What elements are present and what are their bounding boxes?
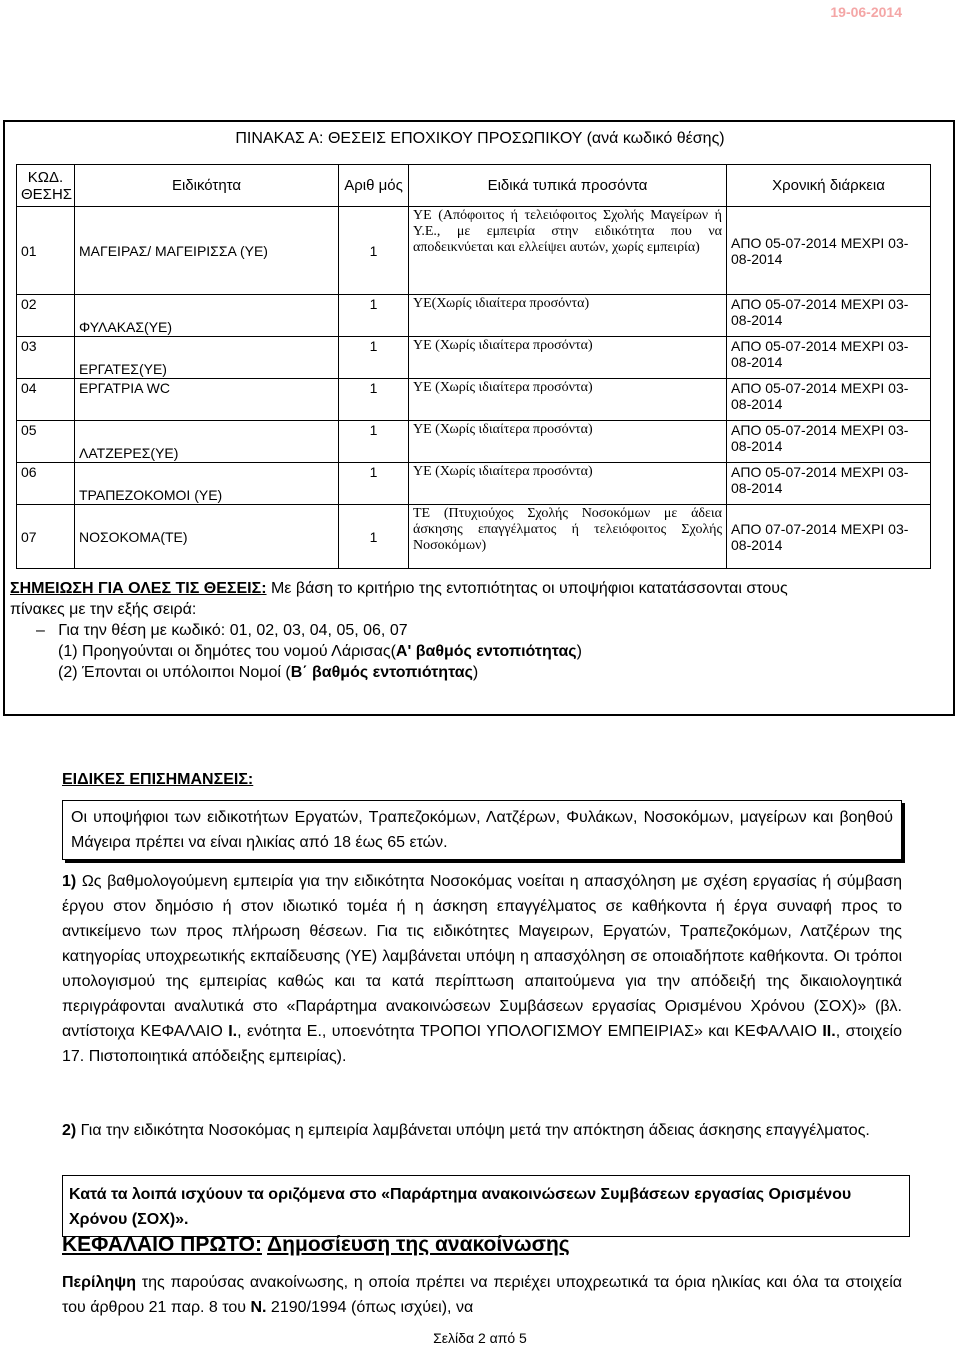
header-code: ΚΩΔ. ΘΕΣΗΣ xyxy=(17,165,75,207)
row-count: 1 xyxy=(339,421,409,463)
row-qualifications: ΥΕ (Χωρίς ιδιαίτερα προσόντα) xyxy=(409,379,727,421)
row-duration: ΑΠΟ 05-07-2014 ΜΕΧΡΙ 03-08-2014 xyxy=(727,421,931,463)
row-duration: ΑΠΟ 05-07-2014 ΜΕΧΡΙ 03-08-2014 xyxy=(727,379,931,421)
chapter-label: ΚΕΦΑΛΑΙΟ ΠΡΩΤΟ: xyxy=(62,1233,262,1256)
chapter-heading xyxy=(62,1233,570,1257)
item-end: ) xyxy=(576,643,582,660)
other-terms-box: Κατά τα λοιπά ισχύουν τα οριζόμενα στο «Παράρτημα ανακοινώσεων Συμβάσεων εργασίας Ορισμένου Χρόνου (ΣΟΧ)». xyxy=(62,1175,910,1237)
row-specialty: ΕΡΓΑΤΕΣ(ΥΕ) xyxy=(75,337,339,379)
table-row xyxy=(17,421,931,463)
p1-text: , ενότητα Ε., υποενότητα ΤΡΟΠΟΙ ΥΠΟΛΟΓΙΣΜΟΥ ΕΜΠΕΙΡΙΑΣ» και ΚΕΦΑΛΑΙΟ xyxy=(237,1023,823,1040)
row-count: 1 xyxy=(339,379,409,421)
positions-table xyxy=(16,164,931,569)
table-row xyxy=(17,379,931,421)
row-count: 1 xyxy=(339,295,409,337)
row-duration: ΑΠΟ 07-07-2014 ΜΕΧΡΙ 03-08-2014 xyxy=(727,505,931,569)
row-duration: ΑΠΟ 05-07-2014 ΜΕΧΡΙ 03-08-2014 xyxy=(727,337,931,379)
chapter-title: Δημοσίευση της ανακοίνωσης xyxy=(267,1233,570,1256)
row-code: 06 xyxy=(17,463,75,505)
p1-bold: Ι. xyxy=(228,1023,238,1040)
age-notice-box: Οι υποψήφιοι των ειδικοτήτων Εργατών, Τραπεζοκόμων, Λατζέρων, Φυλάκων, Νοσοκόμων, μαγείρων και βοηθού Μάγειρα πρέπει να είναι ηλικίας από 18 έως 65 ετών. xyxy=(62,800,902,860)
row-code: 04 xyxy=(17,379,75,421)
p1-text: , στοιχείο 17. Πιστοποιητικά απόδειξης εμπειρίας). xyxy=(62,1023,902,1065)
row-specialty: ΦΥΛΑΚΑΣ(ΥΕ) xyxy=(75,295,339,337)
row-code: 07 xyxy=(17,505,75,569)
row-duration: ΑΠΟ 05-07-2014 ΜΕΧΡΙ 03-08-2014 xyxy=(727,207,931,295)
summary-bold: Ν. xyxy=(250,1299,267,1316)
row-duration: ΑΠΟ 05-07-2014 ΜΕΧΡΙ 03-08-2014 xyxy=(727,295,931,337)
row-qualifications: ΥΕ(Χωρίς ιδιαίτερα προσόντα) xyxy=(409,295,727,337)
paragraph-2 xyxy=(62,1118,902,1143)
note-item-1 xyxy=(10,641,950,662)
row-code: 03 xyxy=(17,337,75,379)
special-notes-title: ΕΙΔΙΚΕΣ ΕΠΙΣΗΜΑΝΣΕΙΣ: xyxy=(62,771,254,788)
item-text: (2) Έπονται οι υπόλοιποι Νομοί ( xyxy=(58,664,291,681)
header-count: Αριθ μός xyxy=(339,165,409,207)
row-specialty: ΜΑΓΕΙΡΑΣ/ ΜΑΓΕΙΡΙΣΣΑ (ΥΕ) xyxy=(75,207,339,295)
row-duration: ΑΠΟ 05-07-2014 ΜΕΧΡΙ 03-08-2014 xyxy=(727,463,931,505)
row-qualifications: ΥΕ (Χωρίς ιδιαίτερα προσόντα) xyxy=(409,463,727,505)
row-specialty: ΛΑΤΖΕΡΕΣ(ΥΕ) xyxy=(75,421,339,463)
row-count: 1 xyxy=(339,505,409,569)
header-duration: Χρονική διάρκεια xyxy=(727,165,931,207)
p2-number: 2) xyxy=(62,1122,77,1139)
summary-text: 2190/1994 (όπως ισχύει), να xyxy=(266,1299,474,1316)
item-end: ) xyxy=(472,664,479,681)
note-line-1 xyxy=(10,578,950,599)
table-row xyxy=(17,337,931,379)
p2-text: Για την ειδικότητα Νοσοκόμας η εμπειρία λαμβάνεται υπόψη μετά την απόκτηση άδειας άσκησης επαγγέλματος. xyxy=(76,1122,870,1139)
summary-paragraph xyxy=(62,1270,902,1320)
p1-bold: ΙΙ. xyxy=(822,1023,836,1040)
row-count: 1 xyxy=(339,463,409,505)
note-line-2: πίνακες με την εξής σειρά: xyxy=(10,601,197,618)
row-code: 02 xyxy=(17,295,75,337)
note-label: ΣΗΜΕΙΩΣΗ ΓΙΑ ΟΛΕΣ ΤΙΣ ΘΕΣΕΙΣ: xyxy=(10,580,267,597)
row-qualifications: ΥΕ (Χωρίς ιδιαίτερα προσόντα) xyxy=(409,337,727,379)
table-row xyxy=(17,463,931,505)
row-code: 01 xyxy=(17,207,75,295)
bullet-mark: – xyxy=(36,622,45,639)
row-qualifications: ΤΕ (Πτυχιούχος Σχολής Νοσοκόμων με άδεια άσκησης επαγγέλματος ή τελειόφοιτος Σχολής Νοσοκόμων) xyxy=(409,505,727,569)
table-row xyxy=(17,207,931,295)
page-footer: Σελίδα 2 από 5 xyxy=(433,1330,527,1346)
date-stamp: 19-06-2014 xyxy=(830,4,902,20)
summary-text: της παρούσας ανακοίνωσης, η οποία πρέπει να περιέχει υποχρεωτικά τα όρια ηλικίας και όλα τα στοιχεία του άρθρου 21 παρ. 8 του xyxy=(62,1274,902,1316)
row-qualifications: ΥΕ (Χωρίς ιδιαίτερα προσόντα) xyxy=(409,421,727,463)
row-count: 1 xyxy=(339,337,409,379)
row-count: 1 xyxy=(339,207,409,295)
item-bold: Β΄ βαθμός εντοπιότητας xyxy=(290,664,473,681)
row-specialty: ΕΡΓΑΤΡΙΑ WC xyxy=(75,379,339,421)
table-row xyxy=(17,505,931,569)
row-code: 05 xyxy=(17,421,75,463)
table-row xyxy=(17,295,931,337)
paragraph-1 xyxy=(62,869,902,1069)
row-specialty: ΤΡΑΠΕΖΟΚΟΜΟΙ (ΥΕ) xyxy=(75,463,339,505)
note-bullet xyxy=(10,620,950,641)
header-qualifications: Ειδικά τυπικά προσόντα xyxy=(409,165,727,207)
note-text: Με βάση το κριτήριο της εντοπιότητας οι υποψήφιοι κατατάσσονται στους xyxy=(266,580,788,597)
row-specialty: ΝΟΣΟΚΟΜΑ(ΤΕ) xyxy=(75,505,339,569)
row-qualifications: ΥΕ (Απόφοιτος ή τελειόφοιτος Σχολής Μαγείρων ή Υ.Ε., με εμπειρία στην ειδικότητα που να αποδεικνύεται και ελλείψει αυτών, χωρίς εμπειρία) xyxy=(409,207,727,295)
item-bold: Α' βαθμός εντοπιότητας xyxy=(395,643,577,660)
item-text: (1) Προηγούνται οι δημότες του νομού Λάρισας( xyxy=(58,643,396,660)
note-section xyxy=(10,578,950,683)
p1-text: Ως βαθμολογούμενη εμπειρία για την ειδικότητα Νοσοκόμας νοείται η απασχόληση με σχέση εργασίας ή σύμβαση έργου στον δημόσιο ή στον ιδιωτικό τομέα ή η άσκηση επαγγέλματος σε καθήκοντα ή έργα συναφή προς το αντικείμενο των προς πλήρωση θέσεων. Για τις ειδικότητες Μαγειρων, Εργατών, Τραπεζοκόμων, Λατζέρων της κατηγορίας υποχρεωτικής εκπαίδευσης (ΥΕ) λαμβάνεται υπόψη η απασχόληση σε οποιαδήποτε καθήκοντα. Οι τρόποι υπολογισμού της εμπειρίας καθώς και τα κατά περίπτωση απαιτούμενα για την απόδειξή της δικαιολογητικά περιγράφονται αναλυτικά στο «Παράρτημα ανακοινώσεων Συμβάσεων εργασίας Ορισμένου Χρόνου (ΣΟΧ)» (βλ. αντίστοιχα ΚΕΦΑΛΑΙΟ xyxy=(62,873,902,1040)
summary-label: Περίληψη xyxy=(62,1274,136,1291)
header-specialty: Ειδικότητα xyxy=(75,165,339,207)
bullet-text: Για την θέση με κωδικό: 01, 02, 03, 04, 05, 06, 07 xyxy=(58,622,408,639)
p1-number: 1) xyxy=(62,873,77,890)
note-item-2 xyxy=(10,662,950,683)
table-title: ΠΙΝΑΚΑΣ Α: ΘΕΣΕΙΣ ΕΠΟΧΙΚΟΥ ΠΡΟΣΩΠΙΚΟΥ (ανά κωδικό θέσης) xyxy=(235,130,725,147)
